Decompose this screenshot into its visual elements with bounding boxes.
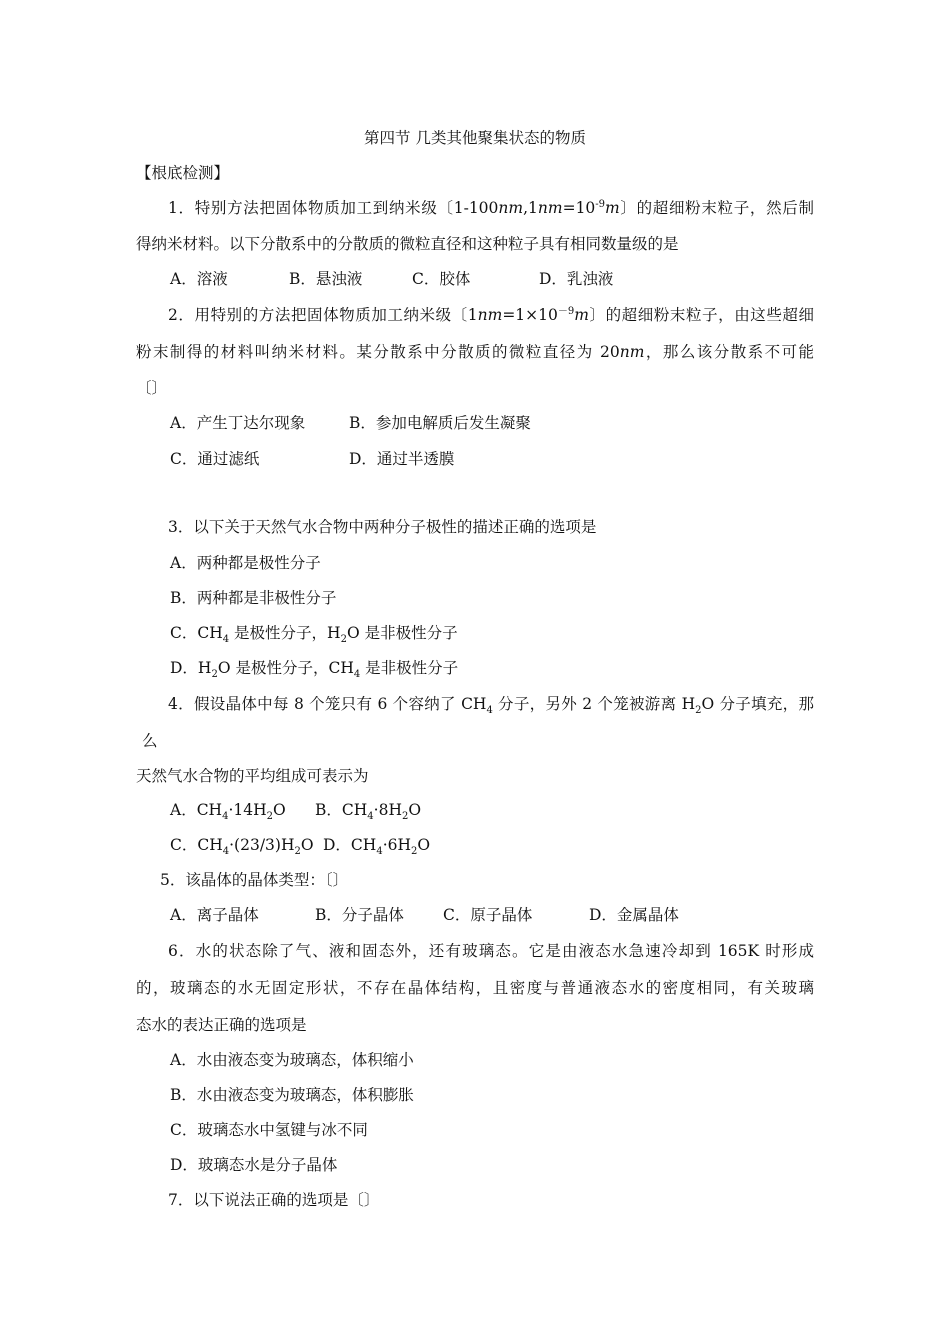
q3-option-a: A．两种都是极性分子 bbox=[170, 554, 321, 572]
q2-option-a: A．产生丁达尔现象 bbox=[170, 414, 306, 432]
q5-option-a: A．离子晶体 bbox=[170, 906, 259, 924]
q3-option-d: D．$H_2O$ 是极性分子，$CH_4$ 是非极性分子 bbox=[170, 659, 459, 681]
q6-line2: 的，玻璃态的水无固定形状，不存在晶体结构，且密度与普通液态水的密度相同，有关玻璃 bbox=[136, 979, 814, 997]
q1-option-b: B．悬浊液 bbox=[289, 270, 363, 288]
page-title: 第四节 几类其他聚集状态的物质 bbox=[364, 129, 586, 147]
q1-option-c: C．胶体 bbox=[412, 270, 471, 288]
q2-line3: 〔〕 bbox=[136, 379, 168, 397]
q1-option-a: A．溶液 bbox=[170, 270, 228, 288]
q5-option-d: D．金属晶体 bbox=[589, 906, 679, 924]
q2-option-b: B．参加电解质后发生凝聚 bbox=[349, 414, 531, 432]
q1-options bbox=[170, 269, 613, 289]
q4-line2: 么 bbox=[142, 732, 158, 750]
q3-option-c: C．$CH_4$ 是极性分子，$H_2O$ 是非极性分子 bbox=[170, 624, 458, 646]
q1-option-d: D．乳浊液 bbox=[539, 270, 614, 288]
q6-option-a: A．水由液态变为玻璃态，体积缩小 bbox=[170, 1051, 414, 1069]
q4-option-a: A．$CH_4\cdot 14H_2O$ bbox=[170, 801, 286, 823]
q2-option-d: D．通过半透膜 bbox=[349, 450, 455, 468]
q2-line2: 粉末制得的材料叫纳米材料。某分散系中分散质的微粒直径为 20nm，那么该分散系不可能 bbox=[136, 343, 814, 361]
q6-line1: 6．水的状态除了气、液和固态外，还有玻璃态。它是由液态水急速冷却到 165K 时形成 bbox=[168, 942, 814, 960]
q6-line3: 态水的表达正确的选项是 bbox=[136, 1016, 307, 1034]
q4-line1: 4．假设晶体中每 8 个笼只有 6 个容纳了 $CH_4$ 分子，另外 2 个笼被游离 $H_2O$ 分子填充，那 bbox=[168, 695, 814, 717]
q5-option-b: B．分子晶体 bbox=[315, 906, 404, 924]
q2-option-c: C．通过滤纸 bbox=[170, 450, 260, 468]
q6-option-d: D．玻璃态水是分子晶体 bbox=[170, 1156, 338, 1174]
q6-option-b: B．水由液态变为玻璃态，体积膨胀 bbox=[170, 1086, 414, 1104]
q4-option-b: B．$CH_4\cdot 8H_2O$ bbox=[315, 801, 422, 823]
q4-option-d: D．$CH_4\cdot 6H_2O$ bbox=[323, 836, 431, 858]
q1-line1: 1．特别方法把固体物质加工到纳米级〔$1-100nm,1nm=10^{-9}m$〕的超细粉末粒子，然后制 bbox=[168, 198, 814, 217]
q7-stem: 7．以下说法正确的选项是〔〕 bbox=[168, 1191, 380, 1209]
q4-option-c: C．$CH_4\cdot(23/3)H_2O$ bbox=[170, 836, 314, 858]
q4-line3: 天然气水合物的平均组成可表示为 bbox=[136, 767, 369, 785]
section-heading: 【根底检测】 bbox=[136, 164, 230, 182]
q1-line2: 得纳米材料。以下分散系中的分散质的微粒直径和这种粒子具有相同数量级的是 bbox=[136, 235, 679, 253]
q6-option-c: C．玻璃态水中氢键与冰不同 bbox=[170, 1121, 368, 1139]
q5-stem: 5．该晶体的晶体类型：〔〕 bbox=[160, 871, 349, 889]
q3-stem: 3．以下关于天然气水合物中两种分子极性的描述正确的选项是 bbox=[168, 518, 597, 536]
q3-option-b: B．两种都是非极性分子 bbox=[170, 589, 337, 607]
q2-line1: 2．用特别的方法把固体物质加工纳米级〔$1nm=1\times 10^{-9}m$〕的超细粉末粒子，由这些超细 bbox=[168, 305, 814, 324]
q5-option-c: C．原子晶体 bbox=[443, 906, 533, 924]
q5-options bbox=[170, 905, 679, 925]
